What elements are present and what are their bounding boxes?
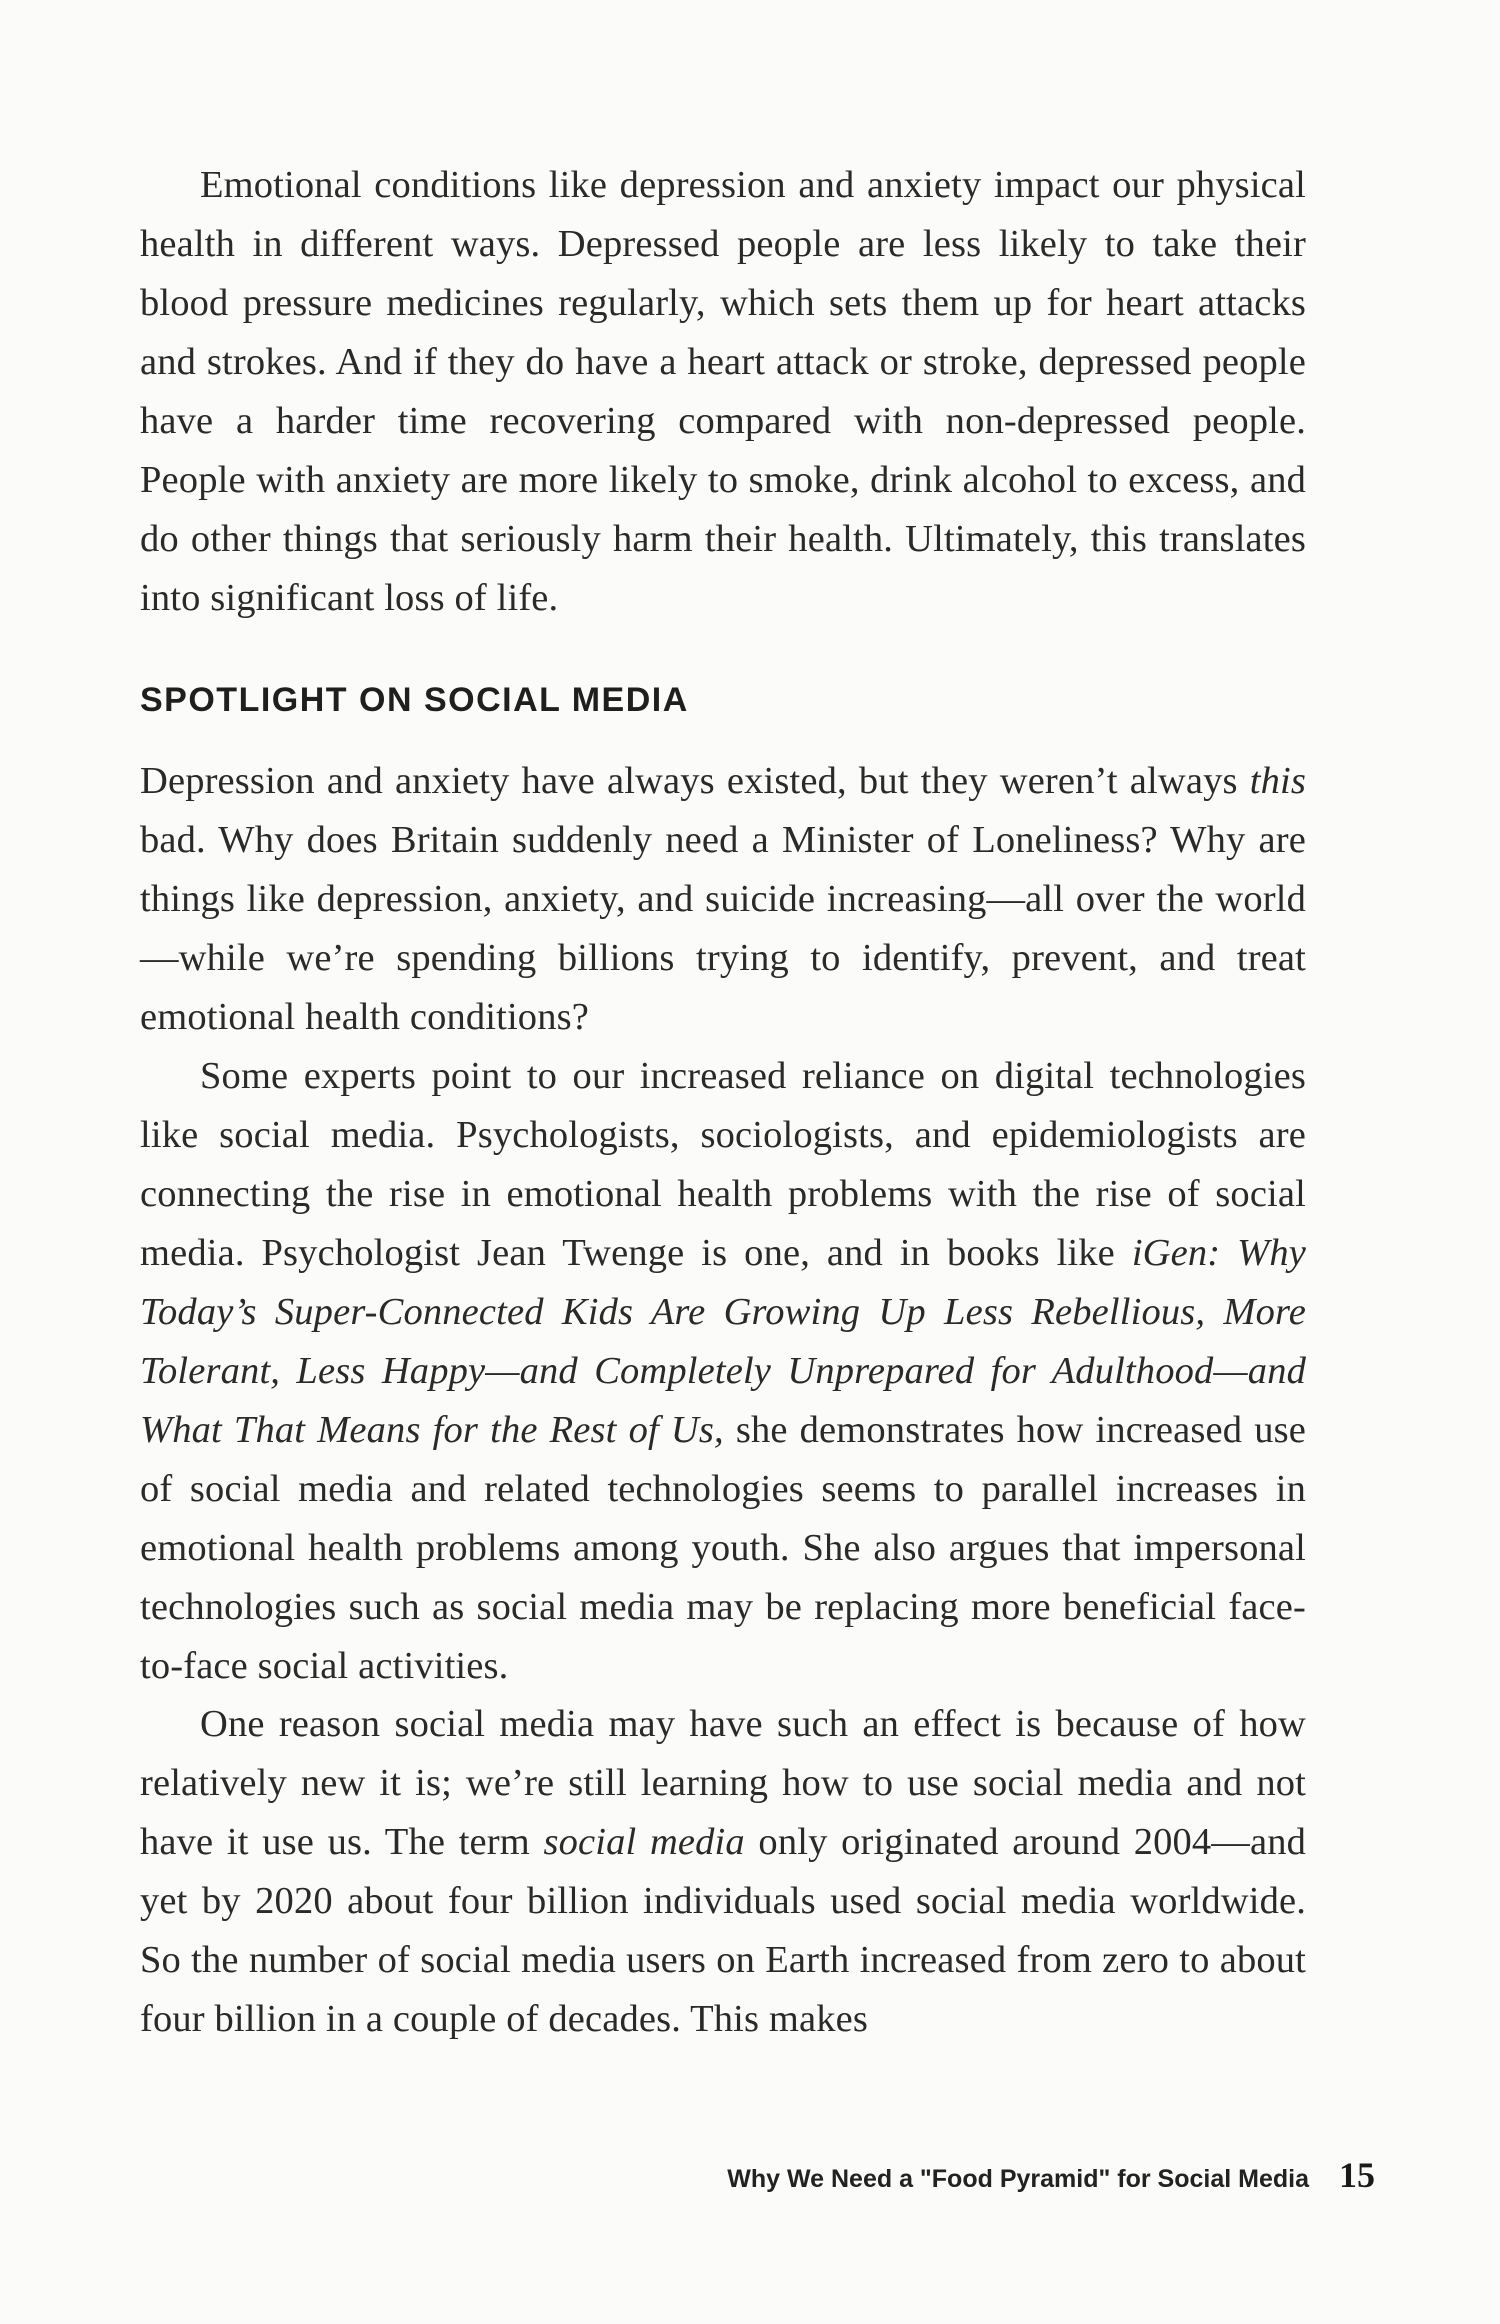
- paragraph-1-text: Emotional conditions like depression and anxiety impact our physical health in different ways. Depressed people are less likely to take their blood pressure medicines regularly, which sets them up for heart attacks and strokes. And if they do have a heart attack or stroke, depressed people have a harder time recovering compared with non-depressed people. People with anxiety are more likely to smoke, drink alcohol to excess, and do other things that seriously harm their health. Ultimately, this translates into significant loss of life.: [140, 164, 1306, 619]
- paragraph-1: [140, 156, 1306, 628]
- paragraph-3-text-b: she demonstrates how increased use of social media and related technologies seems to parallel increases in emotional health problems among youth. She also argues that impersonal technologies such as social media may be replacing more beneficial face-to-face social activities.: [140, 1409, 1307, 1687]
- paragraph-2-text-b: bad. Why does Britain suddenly need a Minister of Loneliness? Why are things like depression, anxiety, and suicide increasing—all over the world—while we’re spending billions trying to identify, prevent, and treat emotional health conditions?: [140, 819, 1306, 1038]
- paragraph-4-text-a: One reason social media may have such an effect is because of how relatively new it is; we’re still learning how to use social media and not have it use us. The term: [140, 1703, 1306, 1863]
- section-heading: SPOTLIGHT ON SOCIAL MEDIA: [140, 681, 689, 719]
- running-title: Why We Need a "Food Pyramid" for Social Media: [727, 2165, 1309, 2193]
- book-title: iGen: Why Today’s Super-Connected Kids Are Growing Up Less Rebellious, More Tolerant, Less Happy—and Completely Unprepared for Adulthood—and What That Means for the Rest of Us,: [140, 1232, 1306, 1451]
- paragraph-4-text-b: only originated around 2004—and yet by 2020 about four billion individuals used social media worldwide. So the number of social media users on Earth increased from zero to about four billion in a couple of decades. This makes: [140, 1821, 1306, 2040]
- paragraph-2-emphasis: this: [1249, 760, 1306, 802]
- page-footer: [727, 2154, 1375, 2196]
- paragraph-4-emphasis: social media: [543, 1821, 745, 1863]
- paragraph-3: [140, 1047, 1306, 1696]
- paragraph-3-text-a: Some experts point to our increased reliance on digital technologies like social media. Psychologists, sociologists, and epidemiologists are connecting the rise in emotional health problems with the rise of social media. Psychologist Jean Twenge is one, and in books like: [140, 1055, 1306, 1274]
- paragraph-4: [140, 1695, 1306, 2049]
- paragraph-2-text-a: Depression and anxiety have always existed, but they weren’t always: [140, 760, 1250, 802]
- page-number: 15: [1339, 2155, 1375, 2195]
- paragraph-2: [140, 752, 1306, 1047]
